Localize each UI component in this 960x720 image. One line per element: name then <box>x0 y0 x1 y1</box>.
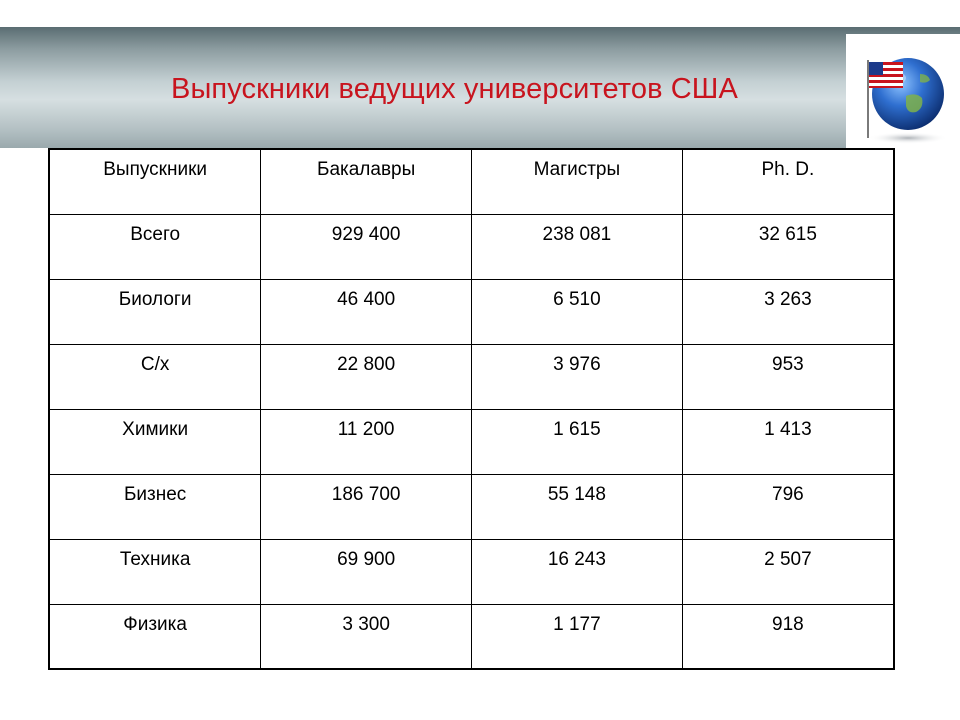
table-cell: 1 177 <box>472 604 683 669</box>
table-cell: 22 800 <box>261 344 472 409</box>
table-cell: 55 148 <box>472 474 683 539</box>
table-cell: 11 200 <box>261 409 472 474</box>
table-cell: 2 507 <box>682 539 893 604</box>
table-row <box>50 279 893 344</box>
table-row <box>50 539 893 604</box>
column-header: Магистры <box>472 150 683 214</box>
table-cell: 3 300 <box>261 604 472 669</box>
table-cell: 238 081 <box>472 214 683 279</box>
table-row <box>50 604 893 669</box>
table-cell: 796 <box>682 474 893 539</box>
table-cell: 6 510 <box>472 279 683 344</box>
table-row <box>50 474 893 539</box>
slide-title: Выпускники ведущих университетов США <box>171 73 738 105</box>
table-cell: Химики <box>50 409 261 474</box>
table-cell: Физика <box>50 604 261 669</box>
column-header: Бакалавры <box>261 150 472 214</box>
table-cell: 69 900 <box>261 539 472 604</box>
table-cell: 3 976 <box>472 344 683 409</box>
table-row <box>50 409 893 474</box>
table-cell: С/х <box>50 344 261 409</box>
table-row <box>50 344 893 409</box>
table-header-row <box>50 150 893 214</box>
table-cell: Бизнес <box>50 474 261 539</box>
table-cell: 1 413 <box>682 409 893 474</box>
globe-logo <box>846 34 960 148</box>
table-cell: 1 615 <box>472 409 683 474</box>
table-cell: 3 263 <box>682 279 893 344</box>
column-header: Выпускники <box>50 150 261 214</box>
table-row <box>50 214 893 279</box>
table-cell: 918 <box>682 604 893 669</box>
column-header: Ph. D. <box>682 150 893 214</box>
table-cell: 929 400 <box>261 214 472 279</box>
table-cell: 16 243 <box>472 539 683 604</box>
table-cell: 953 <box>682 344 893 409</box>
globe-with-us-flag-icon <box>846 34 960 148</box>
table-cell: 46 400 <box>261 279 472 344</box>
table-cell: Биологи <box>50 279 261 344</box>
graduates-table <box>48 148 895 670</box>
table-cell: Всего <box>50 214 261 279</box>
table-cell: 32 615 <box>682 214 893 279</box>
table-cell: 186 700 <box>261 474 472 539</box>
table-cell: Техника <box>50 539 261 604</box>
